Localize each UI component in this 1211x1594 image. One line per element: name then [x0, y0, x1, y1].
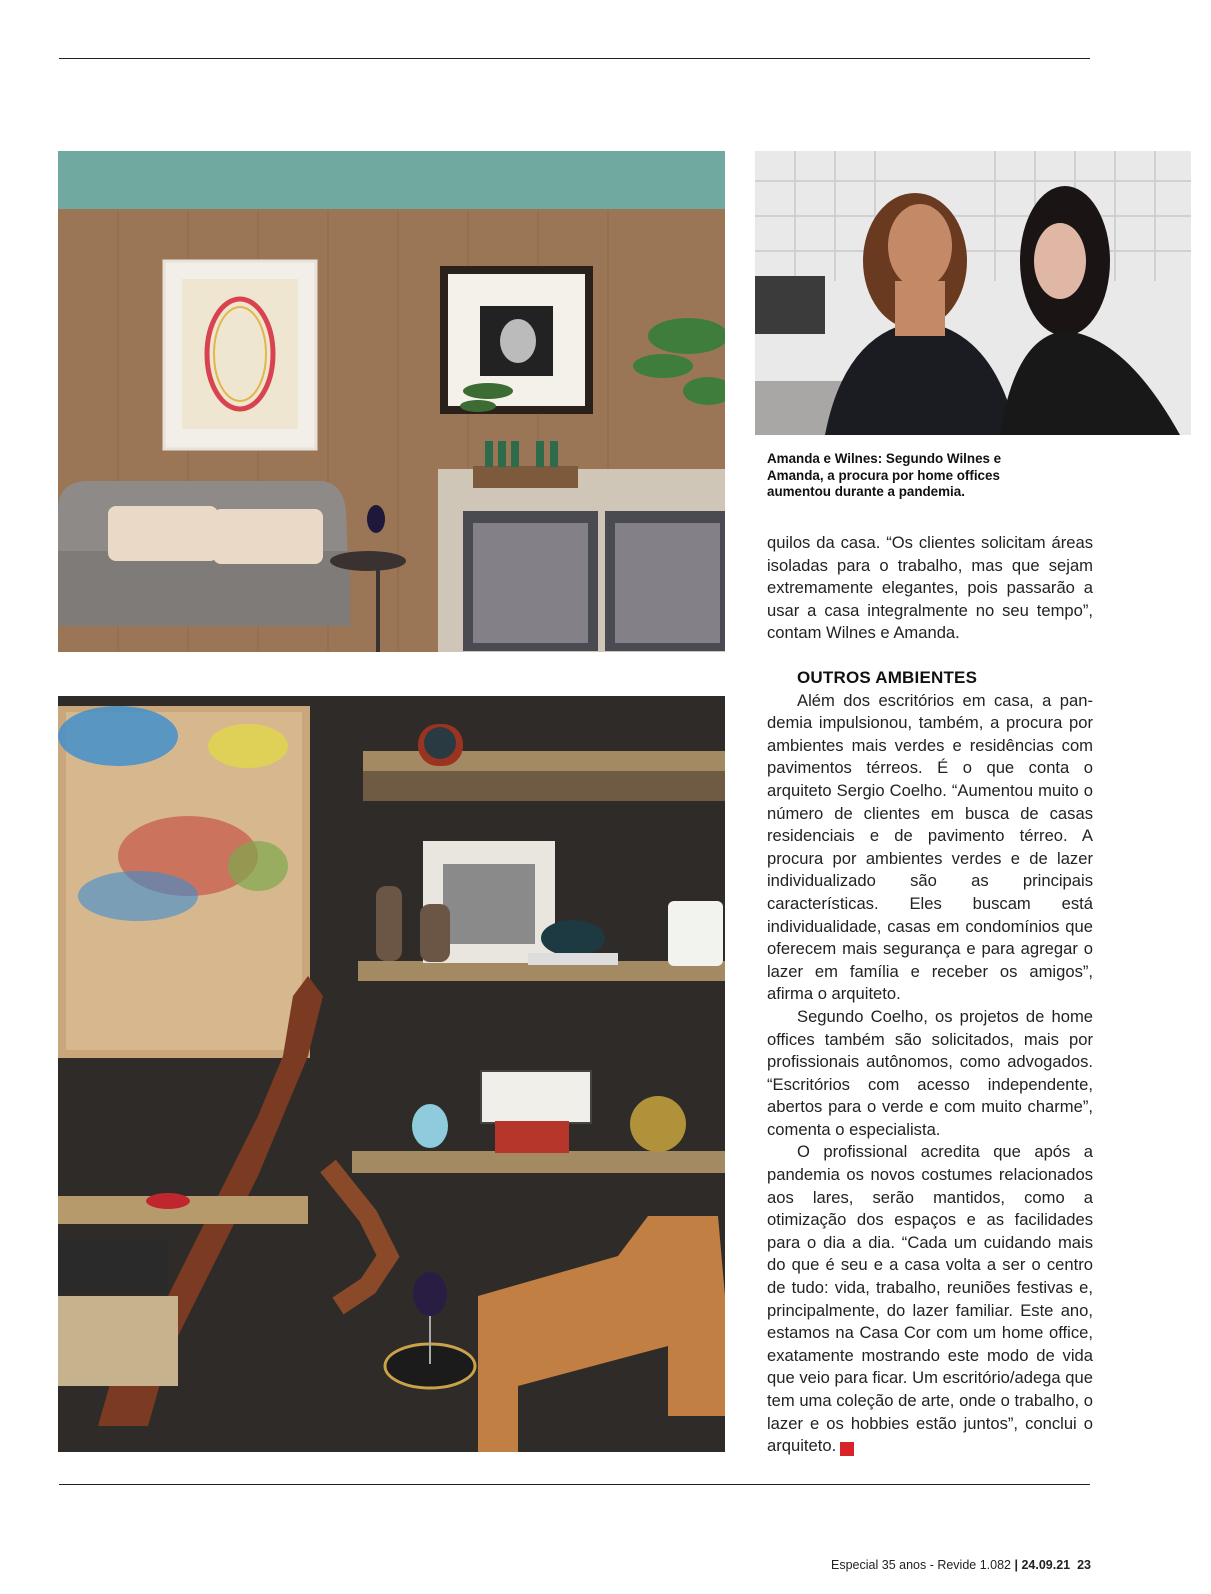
article-paragraph-continued: quilos da casa. “Os clientes solicitam áreas isoladas para o trabalho, mas que sejam extremamente elegantes, pois passarão a usar a casa integralmente no seu tempo”, contam Wilnes e Amanda. — [767, 533, 1093, 643]
top-rule — [59, 58, 1090, 59]
article-continued — [767, 532, 1093, 645]
office-image — [58, 696, 725, 1452]
photo-caption: Amanda e Wilnes: Segundo Wilnes e Amanda, a procura por home offices aumentou durante a pandemia. — [767, 451, 1002, 499]
footer-publication: Especial 35 anos - Revide 1.082 — [831, 1558, 1011, 1572]
photo-portrait — [755, 151, 1191, 435]
living-room-image — [58, 151, 725, 652]
article-section — [767, 667, 1093, 1458]
page-footer — [831, 1558, 1091, 1572]
article-paragraph-2: Segundo Coelho, os projetos de home offices também são solicitados, mais por profissionais autônomos, como advogados. “Escritórios com acesso independente, abertos para o verde e com muito charme”, comenta o especialista. — [767, 1006, 1093, 1139]
portrait-image — [755, 151, 1191, 435]
photo-office — [58, 696, 725, 1452]
footer-page-number: 23 — [1077, 1558, 1091, 1572]
footer-separator: | — [1014, 1558, 1018, 1572]
section-heading: OUTROS AMBIENTES — [797, 668, 978, 687]
article-paragraph-3-text: O profissional acredita que após a pandemia os novos costumes relacionados aos lares, serão mantidos, como a otimização dos espaços e as facilidades para o dia a dia. “Cada um cuidando mais do que é seu e a casa volta a ser o centro de tudo: vida, trabalho, reuniões festivas e, principalmente, do lazer familiar. Este ano, estamos na Casa Cor com um home office, exatamente mostrando este modo de vida que veio para ficar. Um escritório/adega que tem uma coleção de arte, onde o trabalho, o lazer e os hobbies estão juntos”, conclui o arquiteto. — [767, 1142, 1093, 1456]
article-paragraph-3 — [767, 1141, 1093, 1457]
footer-date: 24.09.21 — [1021, 1558, 1071, 1572]
article-paragraph-1: Além dos escritórios em casa, a pandemia impulsionou, também, a procura por ambientes mais verdes e residências com pavimentos térreos. É o que conta o arquiteto Sergio Coelho. “Aumentou muito o número de clientes em busca de casas residenciais e de pavimento térreo. A procura por ambientes verdes e de lazer individualizado são as principais características. Eles buscam está individualidade, casas em condomínios que oferecem mais segurança e para agregar o lazer em família e receber os amigos”, afirma o arquiteto. — [767, 690, 1093, 1004]
photo-living-room — [58, 151, 725, 652]
end-mark-icon: R — [840, 1442, 854, 1456]
bottom-rule — [59, 1484, 1090, 1485]
